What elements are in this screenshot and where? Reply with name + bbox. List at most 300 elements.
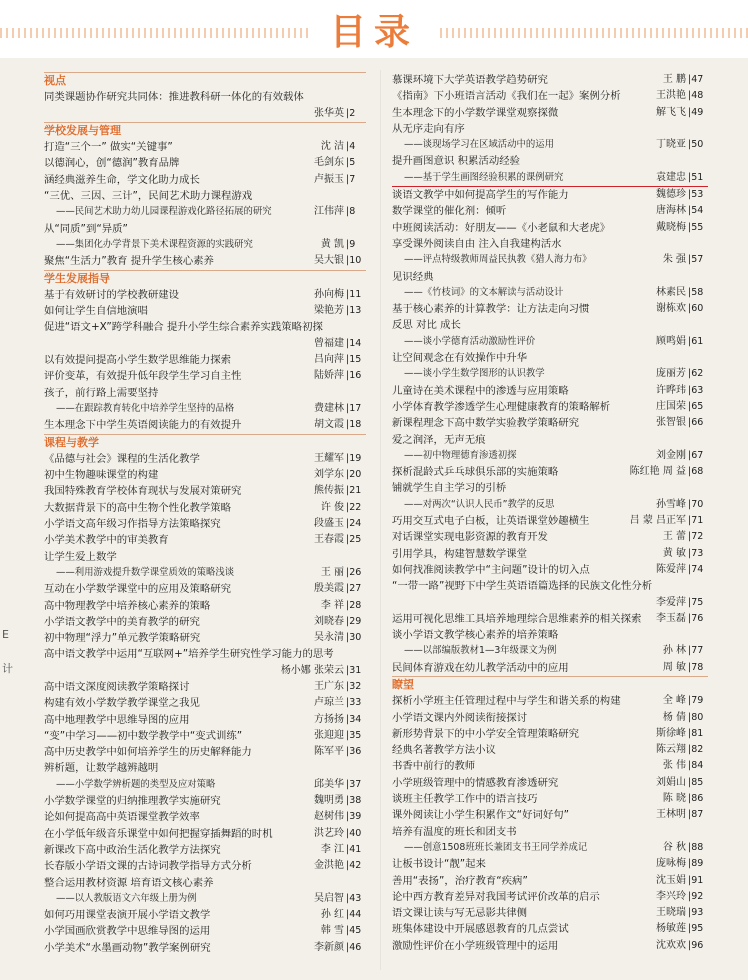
toc-entry[interactable]: [44, 565, 366, 581]
toc-entry[interactable]: [392, 269, 708, 285]
entry-author: 许晔玮: [656, 384, 686, 396]
entry-title: 培养有温度的班长和团支书: [392, 825, 517, 838]
entry-title: ——谈小学德育活动激励性评价: [404, 335, 536, 347]
toc-entry[interactable]: [392, 758, 708, 774]
entry-page-number: |28: [346, 599, 362, 611]
toc-entry[interactable]: [44, 581, 366, 597]
entry-author: 杨小娜 张荣云: [280, 664, 344, 676]
toc-entry[interactable]: [44, 500, 366, 516]
entry-author: 庞咏梅: [656, 858, 686, 870]
toc-entry[interactable]: [44, 188, 366, 204]
toc-entry[interactable]: [392, 399, 708, 415]
entry-author: 丁晓亚: [656, 139, 686, 151]
entry-author: 袁建忠: [656, 171, 686, 183]
toc-entry[interactable]: [44, 303, 366, 319]
toc-entry[interactable]: [392, 105, 708, 121]
entry-author: 魏明勇: [314, 795, 344, 807]
entry-page-number: |16: [346, 370, 362, 382]
entry-title: 《品德与社会》课程的生活化教学: [44, 452, 200, 465]
toc-entry[interactable]: [44, 287, 366, 303]
toc-entry[interactable]: [44, 221, 366, 237]
section-heading: [44, 72, 366, 89]
toc-entry[interactable]: [392, 415, 708, 431]
toc-entry[interactable]: [392, 220, 708, 236]
entry-author: 刘晓春: [314, 615, 344, 627]
entry-author: 段盛玉: [314, 518, 344, 530]
entry-page-number: |87: [688, 809, 704, 821]
entry-page-number: |15: [346, 354, 362, 366]
toc-entry[interactable]: [44, 549, 366, 565]
toc-entry[interactable]: [392, 595, 708, 611]
toc-entry[interactable]: [392, 187, 708, 203]
toc-entry[interactable]: [392, 643, 708, 659]
toc-entry[interactable]: [44, 368, 366, 384]
entry-title: 基于有效研讨的学校教研建设: [44, 288, 180, 301]
toc-entry[interactable]: [392, 464, 708, 480]
entry-author: 毛剑东: [314, 157, 344, 169]
page-binding: [380, 70, 381, 970]
entry-author: 顾鸣娟: [656, 335, 686, 347]
entry-page-number: |84: [688, 760, 704, 772]
entry-page-number: |45: [346, 925, 362, 937]
entry-title: 巧用交互式电子白板，让英语课堂妙趣横生: [392, 515, 590, 528]
entry-author: 周 敏: [662, 661, 686, 673]
toc-entry[interactable]: [392, 366, 708, 382]
entry-page-number: |50: [688, 139, 704, 151]
toc-entry[interactable]: [392, 873, 708, 889]
entry-title: 民间体育游戏在幼儿教学活动中的应用: [392, 661, 569, 674]
entry-title: ——利用游戏提升数学课堂质效的策略浅谈: [56, 566, 235, 578]
entry-page-number: |24: [346, 518, 362, 530]
entry-author: 孙雪峰: [656, 498, 686, 510]
entry-page-number: |47: [688, 74, 704, 85]
entry-page-number: |70: [688, 498, 704, 510]
toc-left-column: [44, 72, 366, 956]
entry-page-number: |19: [346, 452, 362, 464]
entry-page-number: |40: [346, 827, 362, 839]
entry-page-number: |30: [346, 632, 362, 644]
toc-entry[interactable]: [392, 726, 708, 742]
toc-entry[interactable]: [392, 497, 708, 513]
toc-entry[interactable]: [44, 155, 366, 171]
toc-entry[interactable]: [392, 448, 708, 464]
toc-entry[interactable]: [44, 204, 366, 220]
entry-title: 小学数学课堂的归纳推理教学实施研究: [44, 795, 221, 808]
toc-entry[interactable]: [44, 614, 366, 630]
entry-page-number: |36: [346, 746, 362, 758]
toc-entry[interactable]: [392, 807, 708, 823]
entry-title: 小学美术教学中的审美教育: [44, 534, 169, 547]
entry-title: 对话课堂实现电影资源的教育开发: [392, 531, 548, 544]
entry-page-number: |17: [346, 402, 362, 414]
toc-entry[interactable]: [44, 940, 366, 956]
entry-author: 孙 红: [320, 909, 344, 921]
toc-entry[interactable]: [44, 253, 366, 269]
entry-author: 熊传振: [314, 485, 344, 497]
entry-author: 金洪艳: [314, 860, 344, 872]
entry-author: 陈红艳 周 益: [629, 466, 686, 478]
toc-entry[interactable]: [392, 856, 708, 872]
entry-title: 班集体建设中开展感恩教育的几点尝试: [392, 923, 569, 936]
toc-entry[interactable]: [392, 88, 708, 104]
entry-author: 吕向萍: [314, 354, 344, 366]
entry-title: 《指南》下小班语言活动《我们在一起》案例分析: [392, 90, 621, 103]
toc-entry[interactable]: [44, 760, 366, 776]
entry-page-number: |91: [688, 874, 704, 886]
toc-entry[interactable]: [44, 728, 366, 744]
entry-page-number: |39: [346, 811, 362, 823]
entry-page-number: |7: [346, 173, 356, 185]
entry-title: 享受课外阅读自由 注入自我建构活水: [392, 237, 562, 250]
entry-author: 吕 蒙 吕正军: [629, 515, 686, 527]
entry-title: 语文课让读与写无忌影共律侧: [392, 907, 528, 920]
toc-entry[interactable]: [44, 89, 366, 105]
entry-page-number: |35: [346, 729, 362, 741]
entry-page-number: |46: [346, 941, 362, 953]
entry-title: ——对两次“认识人民币”教学的反思: [404, 498, 555, 510]
entry-title: 小学美术“水墨画动物”教学案例研究: [44, 941, 211, 954]
section-title: 学校发展与管理: [44, 123, 121, 137]
toc-entry[interactable]: [392, 562, 708, 578]
entry-title: 谈语文教学中如何提高学生的写作能力: [392, 189, 569, 202]
toc-entry[interactable]: [392, 301, 708, 317]
entry-author: 孙向梅: [314, 288, 344, 300]
entry-author: 江伟萍: [314, 206, 344, 218]
entry-author: 韩 雪: [320, 925, 344, 937]
toc-entry[interactable]: [44, 663, 366, 679]
entry-author: 全 峰: [662, 695, 686, 707]
entry-author: 卢琼兰: [314, 697, 344, 709]
entry-page-number: |51: [688, 171, 704, 183]
entry-page-number: |38: [346, 795, 362, 807]
toc-entry[interactable]: [44, 352, 366, 368]
entry-title: 引用学具，构建智慧数学课堂: [392, 547, 528, 560]
toc-entry[interactable]: [392, 350, 708, 366]
entry-page-number: |5: [346, 157, 356, 169]
entry-title: ——民间艺术助力幼儿园课程游戏化路径拓展的研究: [56, 206, 272, 218]
entry-title: 如何找准阅读教学中“主问题”设计的切入点: [392, 563, 590, 576]
entry-title: ——初中物理德育渗透初探: [404, 449, 517, 461]
toc-entry[interactable]: [44, 809, 366, 825]
entry-page-number: |34: [346, 713, 362, 725]
toc-entry[interactable]: [44, 516, 366, 532]
toc-entry[interactable]: [44, 646, 366, 662]
toc-entry[interactable]: [44, 467, 366, 483]
entry-title: ——创意1508班班长兼团支书王同学养成记: [404, 841, 588, 853]
entry-author: 王 丽: [320, 566, 344, 578]
entry-title: 初中生物趣味课堂的构建: [44, 469, 159, 482]
toc-entry[interactable]: [392, 611, 708, 627]
entry-author: 曾福建: [314, 337, 344, 349]
toc-entry[interactable]: [392, 153, 708, 169]
toc-entry[interactable]: [392, 334, 708, 350]
toc-entry[interactable]: [44, 106, 366, 122]
toc-entry[interactable]: [44, 139, 366, 155]
entry-title: 基于核心素养的计算教学：让方法走向习惯: [392, 303, 590, 316]
entry-title: 数学课堂的催化剂：倾听: [392, 205, 507, 218]
section-heading: [44, 122, 366, 139]
toc-entry[interactable]: [44, 385, 366, 401]
entry-author: 殷美霞: [314, 583, 344, 595]
entry-author: 王林明: [656, 809, 686, 821]
entry-title: 打造“三个一” 做实“关键事”: [44, 141, 173, 154]
entry-title: ——集团化办学背景下美术课程资源的实践研究: [56, 238, 253, 250]
entry-author: 吴大银: [314, 255, 344, 267]
entry-author: 张智银: [656, 417, 686, 429]
entry-author: 魏德珍: [656, 189, 686, 201]
entry-page-number: |57: [688, 254, 704, 266]
toc-entry[interactable]: [392, 693, 708, 709]
entry-author: 谷 秋: [662, 841, 686, 853]
entry-page-number: |9: [346, 238, 356, 250]
toc-entry[interactable]: [44, 712, 366, 728]
entry-author: 李新颜: [314, 941, 344, 953]
entry-page-number: |66: [688, 417, 704, 429]
entry-page-number: |10: [346, 255, 362, 267]
entry-title: 激励性评价在小学班级管理中的运用: [392, 939, 559, 952]
entry-author: 王广东: [314, 680, 344, 692]
toc-entry[interactable]: [44, 598, 366, 614]
entry-title: “一带一路”视野下中学生英语语篇选择的民族文化性分析: [392, 580, 653, 593]
entry-author: 张 伟: [662, 760, 686, 772]
section-title: 瞭望: [392, 677, 414, 691]
toc-entry[interactable]: [392, 710, 708, 726]
entry-author: 庄国荣: [656, 400, 686, 412]
entry-author: 朱 强: [662, 254, 686, 266]
entry-author: 沈玉娟: [656, 874, 686, 886]
toc-entry[interactable]: [44, 237, 366, 253]
entry-author: 解飞飞: [656, 106, 686, 118]
toc-entry[interactable]: [392, 840, 708, 856]
entry-page-number: |61: [688, 335, 704, 347]
entry-title: ——以人教版语文六年级上册为例: [56, 892, 197, 904]
entry-author: 沈欢欢: [656, 939, 686, 951]
toc-entry[interactable]: [392, 742, 708, 758]
entry-title: 铺就学生自主学习的引桥: [392, 482, 507, 495]
toc-entry[interactable]: [44, 744, 366, 760]
toc-entry[interactable]: [44, 172, 366, 188]
entry-title: 构建有效小学数学教学课堂之我见: [44, 697, 200, 710]
entry-page-number: |8: [346, 206, 356, 218]
entry-author: 胡文霞: [314, 419, 344, 431]
entry-title: 小学体育教学渗透学生心理健康教育的策略解析: [392, 400, 611, 413]
toc-entry[interactable]: [392, 383, 708, 399]
entry-title: 新课程理念下高中数学实验教学策略研究: [392, 417, 580, 430]
entry-title: 探析小学班主任管理过程中与学生和谐关系的构建: [392, 695, 621, 708]
entry-title: 从无序走向有序: [392, 122, 465, 135]
entry-page-number: |54: [688, 205, 704, 217]
section-heading: [44, 270, 366, 287]
toc-entry[interactable]: [392, 938, 708, 954]
entry-title: 中班阅读活动：好朋友——《小老鼠和大老虎》: [392, 221, 611, 234]
toc-entry[interactable]: [392, 529, 708, 545]
entry-page-number: |75: [688, 596, 704, 608]
toc-entry[interactable]: [392, 72, 708, 88]
entry-title: 大数据背景下的高中生物个性化教学策略: [44, 501, 232, 514]
entry-author: 方扬扬: [314, 713, 344, 725]
entry-author: 沈 洁: [320, 141, 344, 153]
entry-title: “三优、三因、三计”，民间艺术助力课程游戏: [44, 190, 253, 203]
entry-page-number: |25: [346, 534, 362, 546]
entry-title: 反思 对比 成长: [392, 319, 461, 332]
toc-entry[interactable]: [44, 891, 366, 907]
toc-entry[interactable]: [44, 451, 366, 467]
entry-page-number: |13: [346, 305, 362, 317]
toc-entry[interactable]: [392, 252, 708, 268]
entry-title: 论如何提高高中英语课堂教学效率: [44, 811, 200, 824]
toc-entry[interactable]: [392, 889, 708, 905]
toc-entry[interactable]: [44, 923, 366, 939]
entry-title: 以德润心，创“德润”教育品牌: [44, 157, 180, 170]
entry-page-number: |93: [688, 907, 704, 919]
toc-entry[interactable]: [392, 137, 708, 153]
entry-page-number: |2: [346, 107, 356, 119]
entry-author: 陈云翔: [656, 744, 686, 756]
toc-entry[interactable]: [44, 630, 366, 646]
entry-author: 戴晓梅: [656, 221, 686, 233]
toc-entry[interactable]: [44, 417, 366, 433]
entry-author: 陆娇萍: [314, 370, 344, 382]
entry-title: ——谈现场学习在区域活动中的运用: [404, 139, 555, 151]
entry-title: 让板书设计“靓”起来: [392, 858, 486, 871]
toc-entry[interactable]: [44, 532, 366, 548]
entry-title: 新课改下高中政治生活化教学方法探究: [44, 843, 221, 856]
entry-author: 王 鹏: [662, 74, 686, 85]
entry-title: 慕课环境下大学英语教学趋势研究: [392, 74, 548, 86]
entry-title: 善用“表扬”，治疗教育“疾病”: [392, 874, 528, 887]
entry-author: 张迎迎: [314, 729, 344, 741]
toc-entry[interactable]: [44, 842, 366, 858]
toc-entry[interactable]: [44, 858, 366, 874]
toc-entry[interactable]: [44, 483, 366, 499]
toc-entry[interactable]: [392, 121, 708, 137]
entry-page-number: |20: [346, 469, 362, 481]
toc-entry[interactable]: [44, 695, 366, 711]
toc-entry[interactable]: [392, 317, 708, 333]
toc-entry[interactable]: [392, 627, 708, 643]
toc-entry[interactable]: [392, 775, 708, 791]
toc-right-column: [392, 72, 708, 954]
entry-title: 以有效提问提高小学生数学思维能力探索: [44, 354, 232, 367]
entry-author: 黄 凯: [320, 238, 344, 250]
entry-title: 长春版小学语文课的古诗词教学指导方式分析: [44, 860, 252, 873]
toc-entry[interactable]: [392, 203, 708, 219]
entry-title: 整合运用教材资源 培育语文核心素养: [44, 876, 214, 889]
entry-title: 让学生爱上数学: [44, 550, 117, 563]
entry-page-number: |53: [688, 189, 704, 201]
toc-entry[interactable]: [44, 336, 366, 352]
toc-entry[interactable]: [392, 921, 708, 937]
entry-page-number: |27: [346, 583, 362, 595]
entry-page-number: |22: [346, 501, 362, 513]
entry-page-number: |82: [688, 744, 704, 756]
entry-page-number: |95: [688, 923, 704, 935]
toc-entry[interactable]: [44, 907, 366, 923]
toc-entry[interactable]: [44, 401, 366, 417]
toc-entry[interactable]: [392, 513, 708, 529]
entry-title: ——评点特级教师周益民执教《猎人海力布》: [404, 254, 592, 266]
entry-title: 评价变革，有效提升低年段学生学习自主性: [44, 370, 242, 383]
entry-author: 李爱萍: [656, 596, 686, 608]
entry-page-number: |43: [346, 892, 362, 904]
toc-entry[interactable]: [392, 480, 708, 496]
entry-page-number: |21: [346, 485, 362, 497]
entry-page-number: |92: [688, 890, 704, 902]
entry-title: 新形势背景下的中小学安全管理策略研究: [392, 727, 580, 740]
entry-author: 杨敏莲: [656, 923, 686, 935]
entry-author: 王春霞: [314, 534, 344, 546]
entry-author: 庞丽芳: [656, 368, 686, 380]
entry-page-number: |86: [688, 793, 704, 805]
entry-title: 高中历史教学中如何培养学生的历史解释能力: [44, 746, 252, 759]
toc-entry[interactable]: [392, 170, 708, 187]
entry-title: ——小学数学辨析题的类型及应对策略: [56, 778, 216, 790]
entry-author: 孙 林: [662, 645, 686, 657]
entry-title: 小学语文高年级习作指导方法策略探究: [44, 518, 221, 531]
toc-entry[interactable]: [392, 546, 708, 562]
toc-entry[interactable]: [44, 777, 366, 793]
section-heading: [44, 434, 366, 451]
entry-page-number: |76: [688, 612, 704, 624]
entry-page-number: |62: [688, 368, 704, 380]
toc-entry[interactable]: [392, 285, 708, 301]
entry-author: 李 祥: [320, 599, 344, 611]
toc-entry[interactable]: [392, 905, 708, 921]
entry-page-number: |73: [688, 547, 704, 559]
entry-page-number: |42: [346, 860, 362, 872]
entry-title: 从“同质”到“异质”: [44, 222, 128, 235]
entry-page-number: |77: [688, 645, 704, 657]
toc-entry[interactable]: [44, 826, 366, 842]
section-heading: [392, 676, 708, 693]
toc-entry[interactable]: [392, 824, 708, 840]
entry-author: 费建林: [314, 402, 344, 414]
toc-entry[interactable]: [44, 793, 366, 809]
entry-title: 书香中前行的教师: [392, 760, 476, 773]
entry-page-number: |81: [688, 727, 704, 739]
entry-page-number: |31: [346, 664, 362, 676]
entry-author: 杨 倩: [662, 711, 686, 723]
toc-entry[interactable]: [392, 660, 708, 676]
entry-author: 王晓瑞: [656, 907, 686, 919]
entry-title: 探析混龄式乒乓球俱乐部的实施策略: [392, 466, 559, 479]
entry-page-number: |71: [688, 515, 704, 527]
entry-title: 我国特殊教育学校体育现状与发展对策研究: [44, 485, 242, 498]
entry-author: 谢栋欢: [656, 303, 686, 315]
entry-page-number: |11: [346, 288, 362, 300]
entry-author: 陈 晓: [662, 793, 686, 805]
entry-author: 刘学东: [314, 469, 344, 481]
margin-mark: 计: [2, 662, 13, 675]
margin-mark: E: [2, 628, 9, 641]
entry-author: 邱美华: [314, 778, 344, 790]
toc-entry[interactable]: [44, 319, 366, 335]
entry-author: 王洪艳: [656, 90, 686, 102]
toc-entry[interactable]: [44, 679, 366, 695]
toc-entry[interactable]: [44, 875, 366, 891]
entry-title: ——谈小学生数学图形的认识教学: [404, 368, 545, 380]
toc-entry[interactable]: [392, 791, 708, 807]
toc-entry[interactable]: [392, 432, 708, 448]
section-title: 学生发展指导: [44, 271, 110, 285]
entry-title: 让空间观念在有效操作中升华: [392, 352, 528, 365]
entry-title: ——《竹枝词》的文本解读与活动设计: [404, 286, 564, 298]
entry-author: 吴永清: [314, 632, 344, 644]
toc-entry[interactable]: [392, 578, 708, 594]
section-title: 视点: [44, 74, 66, 87]
toc-entry[interactable]: [392, 236, 708, 252]
entry-title: 儿童诗在美术课程中的渗透与应用策略: [392, 384, 569, 397]
